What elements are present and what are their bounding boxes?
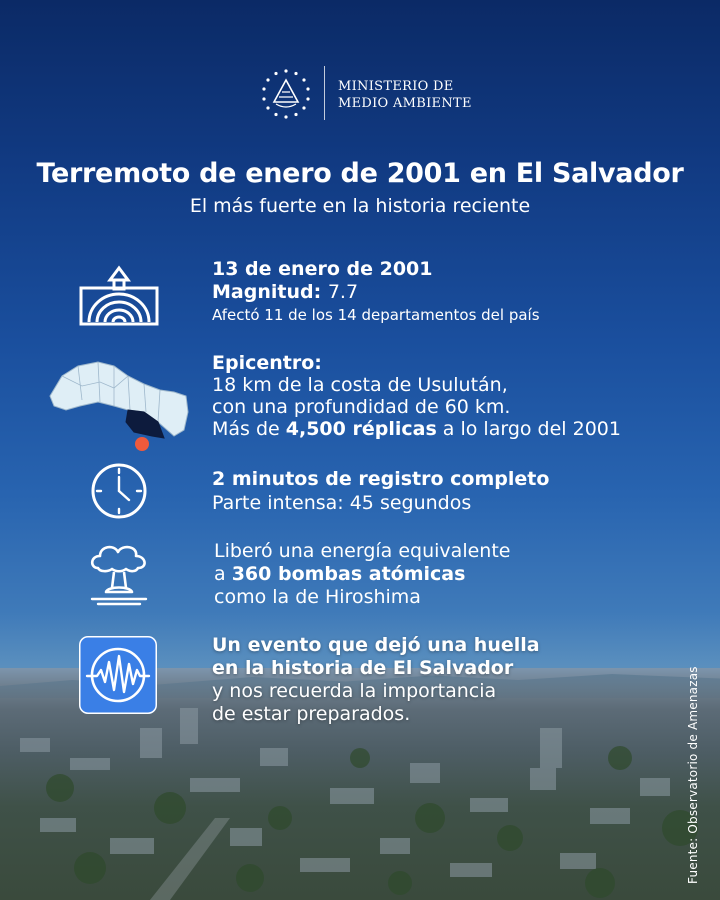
- departments-affected: Afectó 11 de los 14 departamentos del país: [212, 306, 540, 324]
- energy-line-1: Liberó una energía equivalente: [214, 540, 511, 562]
- aftershocks-count: 4,500 réplicas: [285, 418, 437, 440]
- energy-line-3: como la de Hiroshima: [214, 586, 421, 608]
- energy-block: [214, 540, 510, 609]
- header-divider: [324, 66, 325, 120]
- magnitude-value: 7.7: [327, 281, 359, 303]
- closing-line-4: de estar preparados.: [212, 703, 411, 725]
- energy-line-2: [214, 563, 510, 586]
- energy-bombs: 360 bombas atómicas: [231, 563, 466, 585]
- epicenter-block: [212, 352, 621, 440]
- seal-icon: [258, 66, 314, 122]
- duration-heading: 2 minutos de registro completo: [212, 468, 550, 490]
- page-title: Terremoto de enero de 2001 en El Salvador: [36, 158, 684, 189]
- seismic-wave-icon: [79, 636, 157, 714]
- ministry-header: [0, 62, 720, 124]
- event-date: 13 de enero de 2001: [212, 258, 433, 280]
- aftershocks-pre: Más de: [212, 418, 286, 440]
- ministry-line-2: MEDIO AMBIENTE: [338, 96, 472, 111]
- closing-line-2: en la historia de El Salvador: [212, 657, 514, 679]
- epicenter-heading: Epicentro:: [212, 352, 322, 374]
- aftershocks-line: [212, 418, 621, 440]
- clock-icon: [90, 462, 148, 520]
- closing-line-3: y nos recuerda la importancia: [212, 680, 497, 702]
- page-subtitle: El más fuerte en la historia reciente: [189, 195, 531, 217]
- building-seismic-icon: [78, 262, 160, 328]
- source-credit: Fuente: Observatorio de Amenazas: [686, 666, 700, 884]
- closing-block: [212, 634, 540, 726]
- duration-block: [212, 467, 549, 515]
- epicenter-depth: con una profundidad de 60 km.: [212, 396, 511, 418]
- ministry-line-1: MINISTERIO DE: [338, 79, 454, 94]
- ministry-name: [338, 78, 472, 112]
- date-magnitude-block: [212, 258, 540, 326]
- seismic-wave-badge: [79, 636, 157, 714]
- magnitude-label: Magnitud:: [212, 281, 322, 303]
- epicenter-dot: [135, 437, 149, 451]
- aftershocks-post: a lo largo del 2001: [436, 418, 621, 440]
- mushroom-cloud-icon: [86, 542, 152, 608]
- el-salvador-map-icon: [48, 360, 190, 454]
- duration-intense: Parte intensa: 45 segundos: [212, 492, 472, 514]
- closing-line-1: Un evento que dejó una huella: [212, 634, 540, 656]
- magnitude-line: [212, 281, 540, 304]
- epicenter-distance: 18 km de la costa de Usulután,: [212, 374, 508, 396]
- energy-pre: a: [214, 563, 232, 585]
